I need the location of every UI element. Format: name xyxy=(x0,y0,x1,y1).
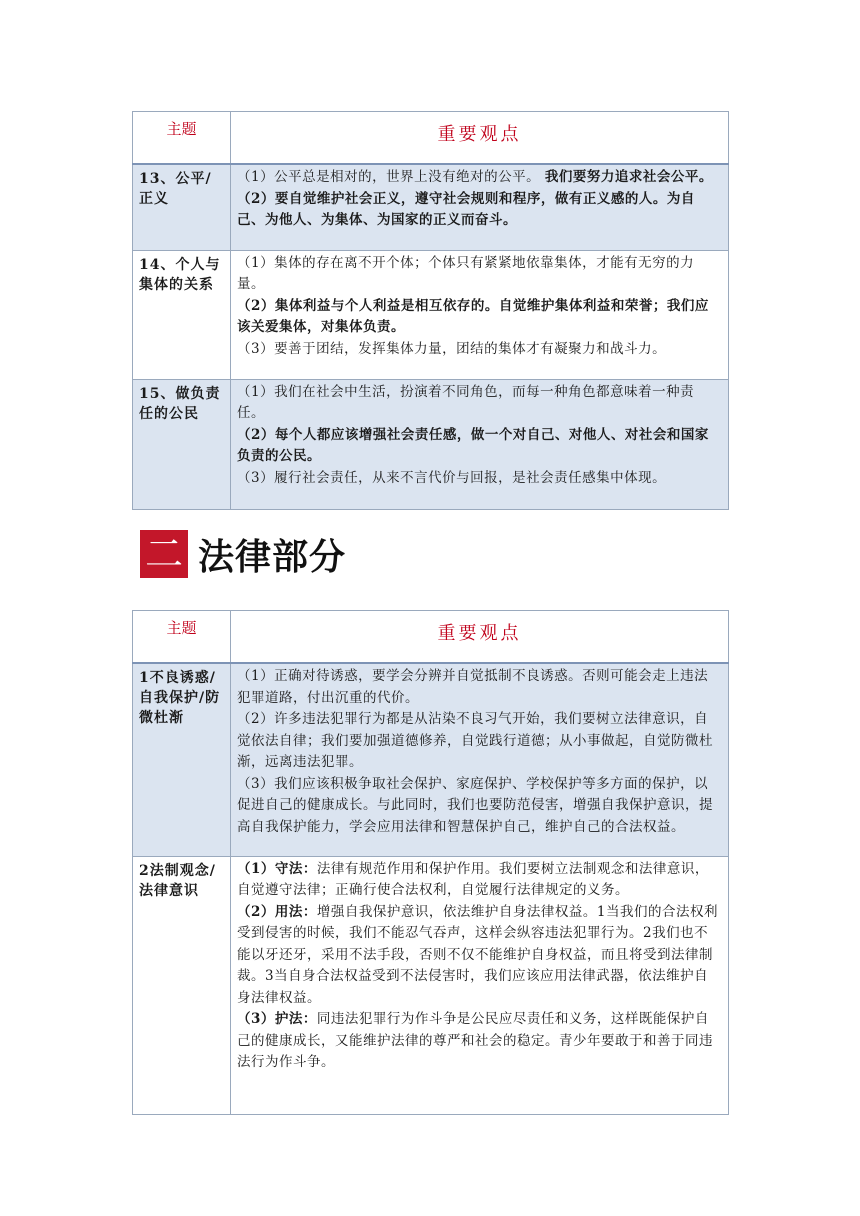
paragraph xyxy=(237,1009,722,1074)
row-content xyxy=(231,379,729,509)
paragraph: （2）每个人都应该增强社会责任感，做一个对自己、对他人、对社会和国家负责的公民。 xyxy=(237,426,709,464)
row-content xyxy=(231,250,729,379)
para-text: 法律有规范作用和保护作用。我们要树立法制观念和法律意识，自觉遵守法律；正确行使合法权利，自觉履行法律规定的义务。 xyxy=(237,860,709,898)
viewpoints-table-2 xyxy=(132,610,729,1115)
row-topic: 1不良诱惑/自我保护/防微杜渐 xyxy=(133,663,231,856)
para-text: 增强自我保护意识，依法维护自身法律权益。1当我们的合法权利受到侵害的时候，我们不能忍气吞声，这样会纵容违法犯罪行为。2我们也不能以牙还牙，采用不法手段，否则不仅不能维护自身权益，而且将受到法律制裁。3当自身合法权益受到不法侵害时，我们应该应用法律武器，依法维护自身法律权益。 xyxy=(237,903,718,1006)
viewpoints-table-1 xyxy=(132,111,729,510)
paragraph: （1）正确对待诱惑，要学会分辨并自觉抵制不良诱惑。否则可能会走上违法犯罪道路，付出沉重的代价。 xyxy=(237,668,709,706)
header-topic: 主题 xyxy=(133,112,231,165)
section-heading xyxy=(140,530,346,578)
paragraph: （2）集体利益与个人利益是相互依存的。自觉维护集体利益和荣誉；我们应该关爱集体，对集体负责。 xyxy=(237,297,709,335)
para-lead: （2）用法： xyxy=(237,903,317,920)
paragraph xyxy=(237,859,722,902)
row-content xyxy=(231,164,729,250)
paragraph: （1）我们在社会中生活，扮演着不同角色，而每一种角色都意味着一种责任。 xyxy=(237,383,695,421)
row-content xyxy=(231,663,729,856)
para-lead: （1）守法： xyxy=(237,860,317,877)
row-topic: 2法制观念/法律意识 xyxy=(133,856,231,1114)
table-row xyxy=(133,379,729,509)
paragraph xyxy=(237,902,722,1010)
paragraph: （3）要善于团结，发挥集体力量，团结的集体才有凝聚力和战斗力。 xyxy=(237,340,667,357)
header-topic: 主题 xyxy=(133,611,231,664)
table-row xyxy=(133,856,729,1114)
paragraph: （1）集体的存在离不开个体；个体只有紧紧地依靠集体，才能有无穷的力量。 xyxy=(237,254,695,292)
table-row xyxy=(133,250,729,379)
table-row xyxy=(133,164,729,250)
section-title: 法律部分 xyxy=(198,536,347,578)
paragraph: （2）许多违法犯罪行为都是从沾染不良习气开始，我们要树立法律意识，自觉依法自律；我们要加强道德修养，自觉践行道德；从小事做起，自觉防微杜渐，远离违法犯罪。 xyxy=(237,711,713,770)
paragraph xyxy=(237,167,722,189)
paragraph: （3）我们应该积极争取社会保护、家庭保护、学校保护等多方面的保护，以促进自己的健康成长。与此同时，我们也要防范侵害，增强自我保护意识，提高自我保护能力，学会应用法律和智慧保护自己，维护自己的合法权益。 xyxy=(237,775,713,835)
section-number-badge: 二 xyxy=(140,530,188,578)
row-topic: 13、公平/正义 xyxy=(133,164,231,250)
paragraph: （3）履行社会责任，从来不言代价与回报，是社会责任感集中体现。 xyxy=(237,469,667,486)
table-header-row xyxy=(133,611,729,664)
header-viewpoints: 重要观点 xyxy=(231,611,729,664)
header-viewpoints: 重要观点 xyxy=(231,112,729,165)
table-row xyxy=(133,663,729,856)
table-header-row xyxy=(133,112,729,165)
row-topic: 14、个人与集体的关系 xyxy=(133,250,231,379)
row-content xyxy=(231,856,729,1114)
para-lead: （3）护法： xyxy=(237,1011,317,1027)
para-bold-text: 我们要努力追求社会公平。 xyxy=(544,169,713,185)
row-topic: 15、做负责任的公民 xyxy=(133,379,231,509)
para-text: 同违法犯罪行为作斗争是公民应尽责任和义务，这样既能保护自己的健康成长，又能维护法律的尊严和社会的稳定。青少年要敢于和善于同违法行为作斗争。 xyxy=(237,1011,713,1070)
para-text: （1）公平总是相对的，世界上没有绝对的公平。 xyxy=(237,169,541,185)
paragraph: （2）要自觉维护社会正义，遵守社会规则和程序，做有正义感的人。为自己、为他人、为集体、为国家的正义而奋斗。 xyxy=(237,190,695,228)
